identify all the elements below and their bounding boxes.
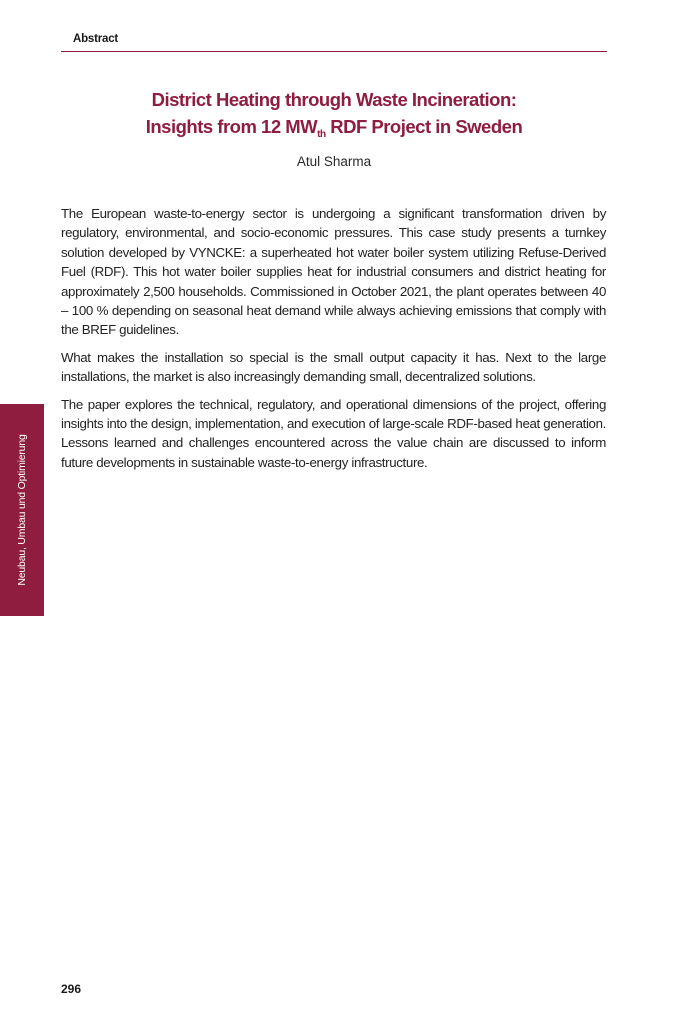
running-header: [61, 33, 607, 52]
chapter-side-tab-label: Neubau, Umbau und Optimierung: [16, 434, 28, 586]
section-label: Abstract: [73, 33, 119, 45]
title-line-1: District Heating through Waste Incineration:: [151, 89, 517, 110]
title-subscript: th: [317, 129, 326, 140]
author-name: Atul Sharma: [296, 154, 372, 169]
page-number: 296: [61, 982, 82, 996]
abstract-body: [61, 204, 606, 480]
abstract-paragraph-2: What makes the installation so special is the small output capacity it has. Next to the large installations, the market is also increasingly demanding small, decentralized solutions.: [61, 349, 606, 385]
abstract-paragraph-3: The paper explores the technical, regulatory, and operational dimensions of the project, offering insights into the design, implementation, and execution of large-scale RDF-based heat generation. Lessons learned and challenges encountered across the value chain are discussed to inform future developments in sustainable waste-to-energy infrastructure.: [61, 396, 606, 470]
abstract-paragraph-1: The European waste-to-energy sector is undergoing a significant transformation driven by regulatory, environmental, and socio-economic pressures. This case study presents a turnkey solution developed by VYNCKE: a superheated hot water boiler system utilizing Refuse-Derived Fuel (RDF). This hot water boiler supplies heat for industrial consumers and district heating for approximately 2,500 households. Commissioned in October 2021, the plant operates between 40 – 100 % depending on seasonal heat demand while always achieving emissions that comply with the BREF guidelines.: [61, 206, 606, 338]
title-line-2-prefix: Insights from 12 MW: [145, 116, 318, 137]
chapter-side-tab: [0, 404, 44, 616]
paper-title: [61, 86, 607, 140]
title-line-2-suffix: RDF Project in Sweden: [325, 116, 523, 137]
